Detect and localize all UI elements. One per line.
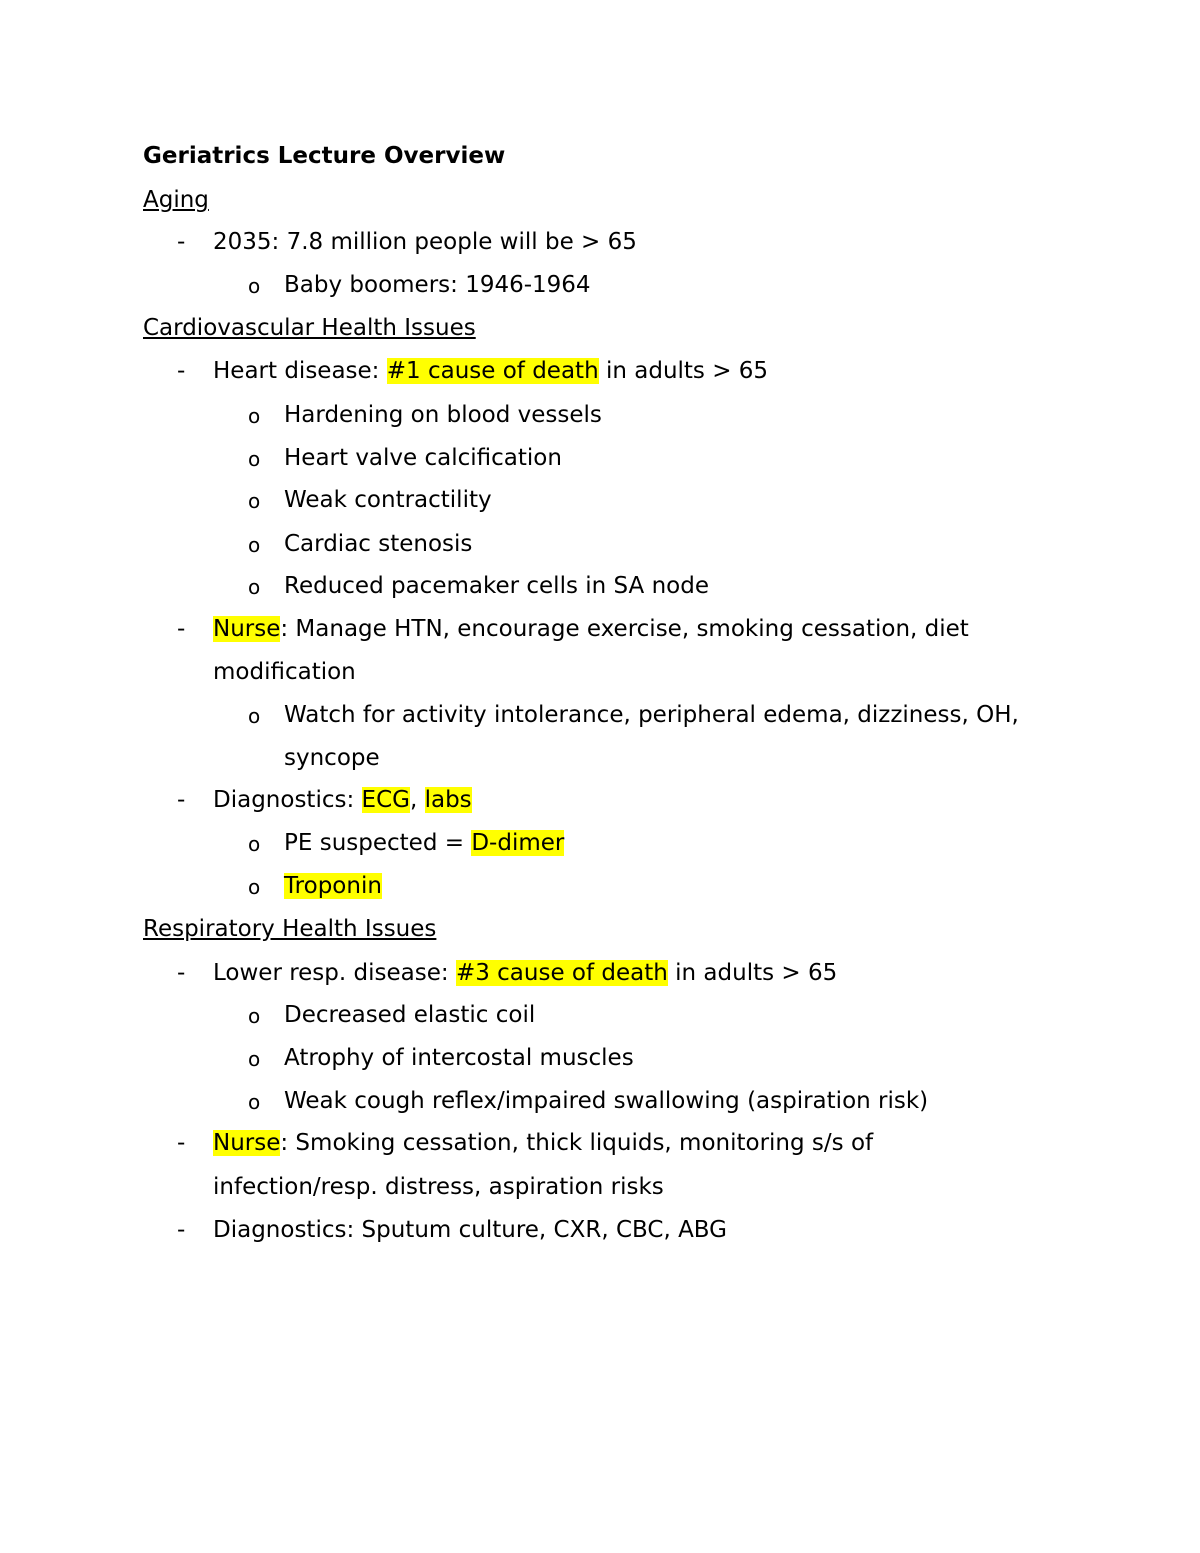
- highlighted-text: #3 cause of death: [455, 960, 668, 986]
- list-marker: o: [248, 832, 261, 856]
- list-item: Atrophy of intercostal muscles: [284, 1045, 634, 1071]
- list-item-continuation: modification: [213, 659, 356, 685]
- list-marker: o: [248, 533, 261, 557]
- list-item-nurse: [213, 1130, 873, 1156]
- section-heading-aging: Aging: [143, 187, 209, 213]
- text-span: Lower resp. disease:: [213, 960, 456, 986]
- list-item-troponin: [284, 873, 382, 899]
- section-heading-cardiovascular: Cardiovascular Health Issues: [143, 315, 476, 341]
- list-marker: o: [248, 447, 261, 471]
- text-span: : Smoking cessation, thick liquids, monitoring s/s of: [280, 1130, 874, 1156]
- highlighted-text: labs: [424, 787, 472, 813]
- list-item: Baby boomers: 1946-1964: [284, 272, 591, 298]
- list-marker: o: [248, 575, 261, 599]
- list-item-pe: [284, 830, 564, 856]
- list-item-continuation: syncope: [284, 745, 380, 771]
- list-marker: o: [248, 489, 261, 513]
- list-item-nurse: [213, 616, 969, 642]
- list-item-diagnostics: Diagnostics: Sputum culture, CXR, CBC, ABG: [213, 1217, 728, 1243]
- highlighted-text: Nurse: [213, 616, 281, 642]
- list-item-diagnostics: [213, 787, 472, 813]
- list-item: Watch for activity intolerance, peripheral edema, dizziness, OH,: [284, 702, 1019, 728]
- list-marker: o: [248, 704, 261, 728]
- text-span: PE suspected =: [284, 830, 472, 856]
- list-marker: o: [248, 274, 261, 298]
- section-heading-respiratory: Respiratory Health Issues: [143, 916, 437, 942]
- highlighted-text: Troponin: [284, 873, 382, 899]
- list-marker: -: [177, 960, 186, 986]
- list-marker: -: [177, 787, 186, 813]
- list-marker: -: [177, 358, 186, 384]
- highlighted-text: D-dimer: [471, 830, 565, 856]
- highlighted-text: ECG: [361, 787, 410, 813]
- list-item: Decreased elastic coil: [284, 1002, 536, 1028]
- list-marker: o: [248, 404, 261, 428]
- text-span: Diagnostics:: [213, 787, 362, 813]
- list-marker: -: [177, 1130, 186, 1156]
- highlighted-text: Nurse: [213, 1130, 281, 1156]
- text-span: : Manage HTN, encourage exercise, smoking cessation, diet: [280, 616, 969, 642]
- text-span: ,: [409, 787, 425, 813]
- document-title: Geriatrics Lecture Overview: [143, 143, 506, 169]
- list-item: Hardening on blood vessels: [284, 402, 602, 428]
- list-marker: o: [248, 1047, 261, 1071]
- list-item-heart-disease: [213, 358, 768, 384]
- highlighted-text: #1 cause of death: [386, 358, 599, 384]
- list-marker: -: [177, 616, 186, 642]
- list-item: Weak cough reflex/impaired swallowing (aspiration risk): [284, 1088, 929, 1114]
- list-item-continuation: infection/resp. distress, aspiration risks: [213, 1174, 664, 1200]
- list-item: Cardiac stenosis: [284, 531, 473, 557]
- list-marker: o: [248, 875, 261, 899]
- list-marker: -: [177, 1217, 186, 1243]
- list-item: 2035: 7.8 million people will be > 65: [213, 229, 637, 255]
- list-item: Weak contractility: [284, 487, 492, 513]
- list-marker: o: [248, 1004, 261, 1028]
- text-span: in adults > 65: [667, 960, 838, 986]
- text-span: Heart disease:: [213, 358, 387, 384]
- list-marker: -: [177, 229, 186, 255]
- list-item: Reduced pacemaker cells in SA node: [284, 573, 710, 599]
- list-item: Heart valve calcification: [284, 445, 562, 471]
- list-marker: o: [248, 1090, 261, 1114]
- text-span: in adults > 65: [598, 358, 769, 384]
- list-item-lower-resp: [213, 960, 837, 986]
